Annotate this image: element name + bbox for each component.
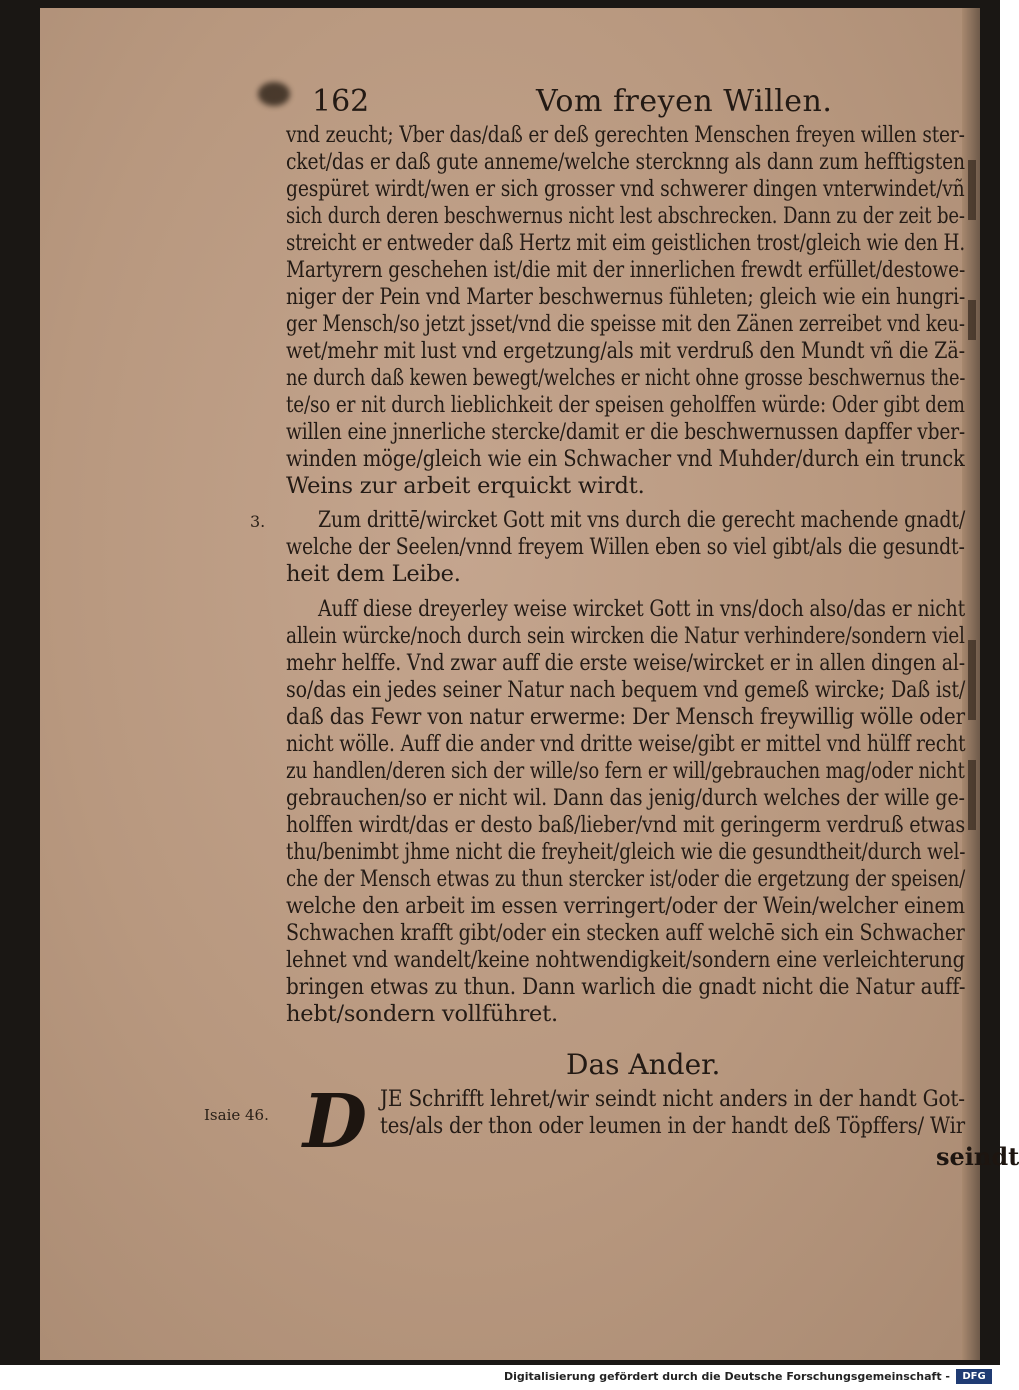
text-line: Weins zur arbeit erquickt wirdt. — [286, 473, 645, 499]
text-line: lehnet vnd wandelt/keine nohtwendigkeit/sondern eine verleichterung — [286, 947, 965, 973]
text-line: heit dem Leibe. — [286, 561, 461, 587]
text-line: vnd zeucht; Vber das/daß er deß gerechten Menschen freyen willen ster- — [286, 122, 965, 148]
text-line: nicht wölle. Auff die ander vnd dritte weise/gibt er mittel vnd hülff recht — [286, 731, 966, 757]
ink-blot — [258, 82, 290, 106]
text-line: gespüret wirdt/wen er sich grosser vnd schwerer dingen vnterwindet/vñ — [286, 176, 965, 202]
margin-number: 3. — [250, 512, 266, 531]
text-line: winden möge/gleich wie ein Schwacher vnd Muhder/durch ein trunck — [286, 446, 965, 472]
initial-letter: D — [302, 1079, 368, 1165]
text-line: welche der Seelen/vnnd freyem Willen eben so viel gibt/als die gesundt- — [286, 534, 965, 560]
text-line: holffen wirdt/das er desto baß/lieber/vnd mit geringerm verdruß etwas — [286, 812, 966, 838]
text-line: streicht er entweder daß Hertz mit eim geistlichen trost/gleich wie den H. — [286, 230, 965, 256]
text-line: Schwachen krafft gibt/oder ein stecken auff welchē sich ein Schwacher — [286, 920, 965, 946]
text-line: mehr helffe. Vnd zwar auff die erste weise/wircket er in allen dingen al- — [286, 650, 966, 676]
margin-citation: Isaie 46. — [204, 1106, 269, 1124]
margin-bleed-mark — [968, 160, 976, 220]
text-line: gebrauchen/so er nicht wil. Dann das jenig/durch welches der wille ge- — [286, 785, 965, 811]
text-line: wet/mehr mit lust vnd ergetzung/als mit verdruß den Mundt vñ die Zä- — [286, 338, 965, 364]
text-line: willen eine jnnerliche stercke/damit er die beschwernussen dapffer vber- — [286, 419, 966, 445]
margin-bleed-mark — [968, 300, 976, 340]
text-line: Zum drittē/wircket Gott mit vns durch die gerecht machende gnadt/ — [318, 507, 966, 533]
section-heading: Das Ander. — [566, 1048, 721, 1081]
text-line: sich durch deren beschwernus nicht lest abschrecken. Dann zu der zeit be- — [286, 203, 965, 229]
page-number: 162 — [312, 84, 370, 119]
text-line: JE Schrifft lehret/wir seindt nicht anders in der handt Got- — [380, 1086, 965, 1112]
text-line: che der Mensch etwas zu thun stercker ist/oder die ergetzung der speisen/ — [286, 866, 966, 892]
decorated-initial — [294, 1080, 376, 1164]
text-line: bringen etwas zu thun. Dann warlich die gnadt nicht die Natur auff- — [286, 974, 966, 1000]
text-line: Martyrern geschehen ist/die mit der innerlichen frewdt erfüllet/destowe- — [286, 257, 966, 283]
text-line: welche den arbeit im essen verringert/oder der Wein/welcher einem — [286, 893, 965, 919]
running-title: Vom freyen Willen. — [536, 84, 833, 119]
footer-credit: Digitalisierung gefördert durch die Deutsche Forschungsgemeinschaft - — [503, 1370, 950, 1383]
margin-bleed-mark — [968, 640, 976, 720]
text-line: daß das Fewr von natur erwerme: Der Mensch freywillig wölle oder — [286, 704, 965, 730]
margin-bleed-mark — [968, 760, 976, 830]
text-line: ne durch daß kewen bewegt/welches er nicht ohne grosse beschwernus the- — [286, 365, 966, 391]
text-line: zu handlen/deren sich der wille/so fern er will/gebrauchen mag/oder nicht — [286, 758, 965, 784]
text-line: so/das ein jedes seiner Natur nach bequem vnd gemeß wircke; Daß ist/ — [286, 677, 966, 703]
text-line: thu/benimbt jhme nicht die freyheit/gleich wie die gesundtheit/durch wel- — [286, 839, 966, 865]
text-line: te/so er nit durch lieblichkeit der speisen geholffen würde: Oder gibt dem — [286, 392, 965, 418]
catchword: seindt — [936, 1142, 1019, 1171]
dfg-logo-icon: DFG — [956, 1369, 992, 1384]
text-line: Auff diese dreyerley weise wircket Gott in vns/doch also/das er nicht — [318, 596, 966, 622]
text-line: niger der Pein vnd Marter beschwernus fühleten; gleich wie ein hungri- — [286, 284, 966, 310]
text-line: hebt/sondern vollführet. — [286, 1001, 558, 1027]
text-line: cket/das er daß gute anneme/welche stercknng als dann zum hefftigsten — [286, 149, 965, 175]
digitization-footer — [0, 1365, 1000, 1390]
text-line: allein würcke/noch durch sein wircken die Natur verhindere/sondern viel — [286, 623, 965, 649]
text-line: ger Mensch/so jetzt jsset/vnd die speisse mit den Zänen zerreibet vnd keu- — [286, 311, 965, 337]
text-line: tes/als der thon oder leumen in der handt deß Töpffers/ Wir — [380, 1113, 965, 1139]
